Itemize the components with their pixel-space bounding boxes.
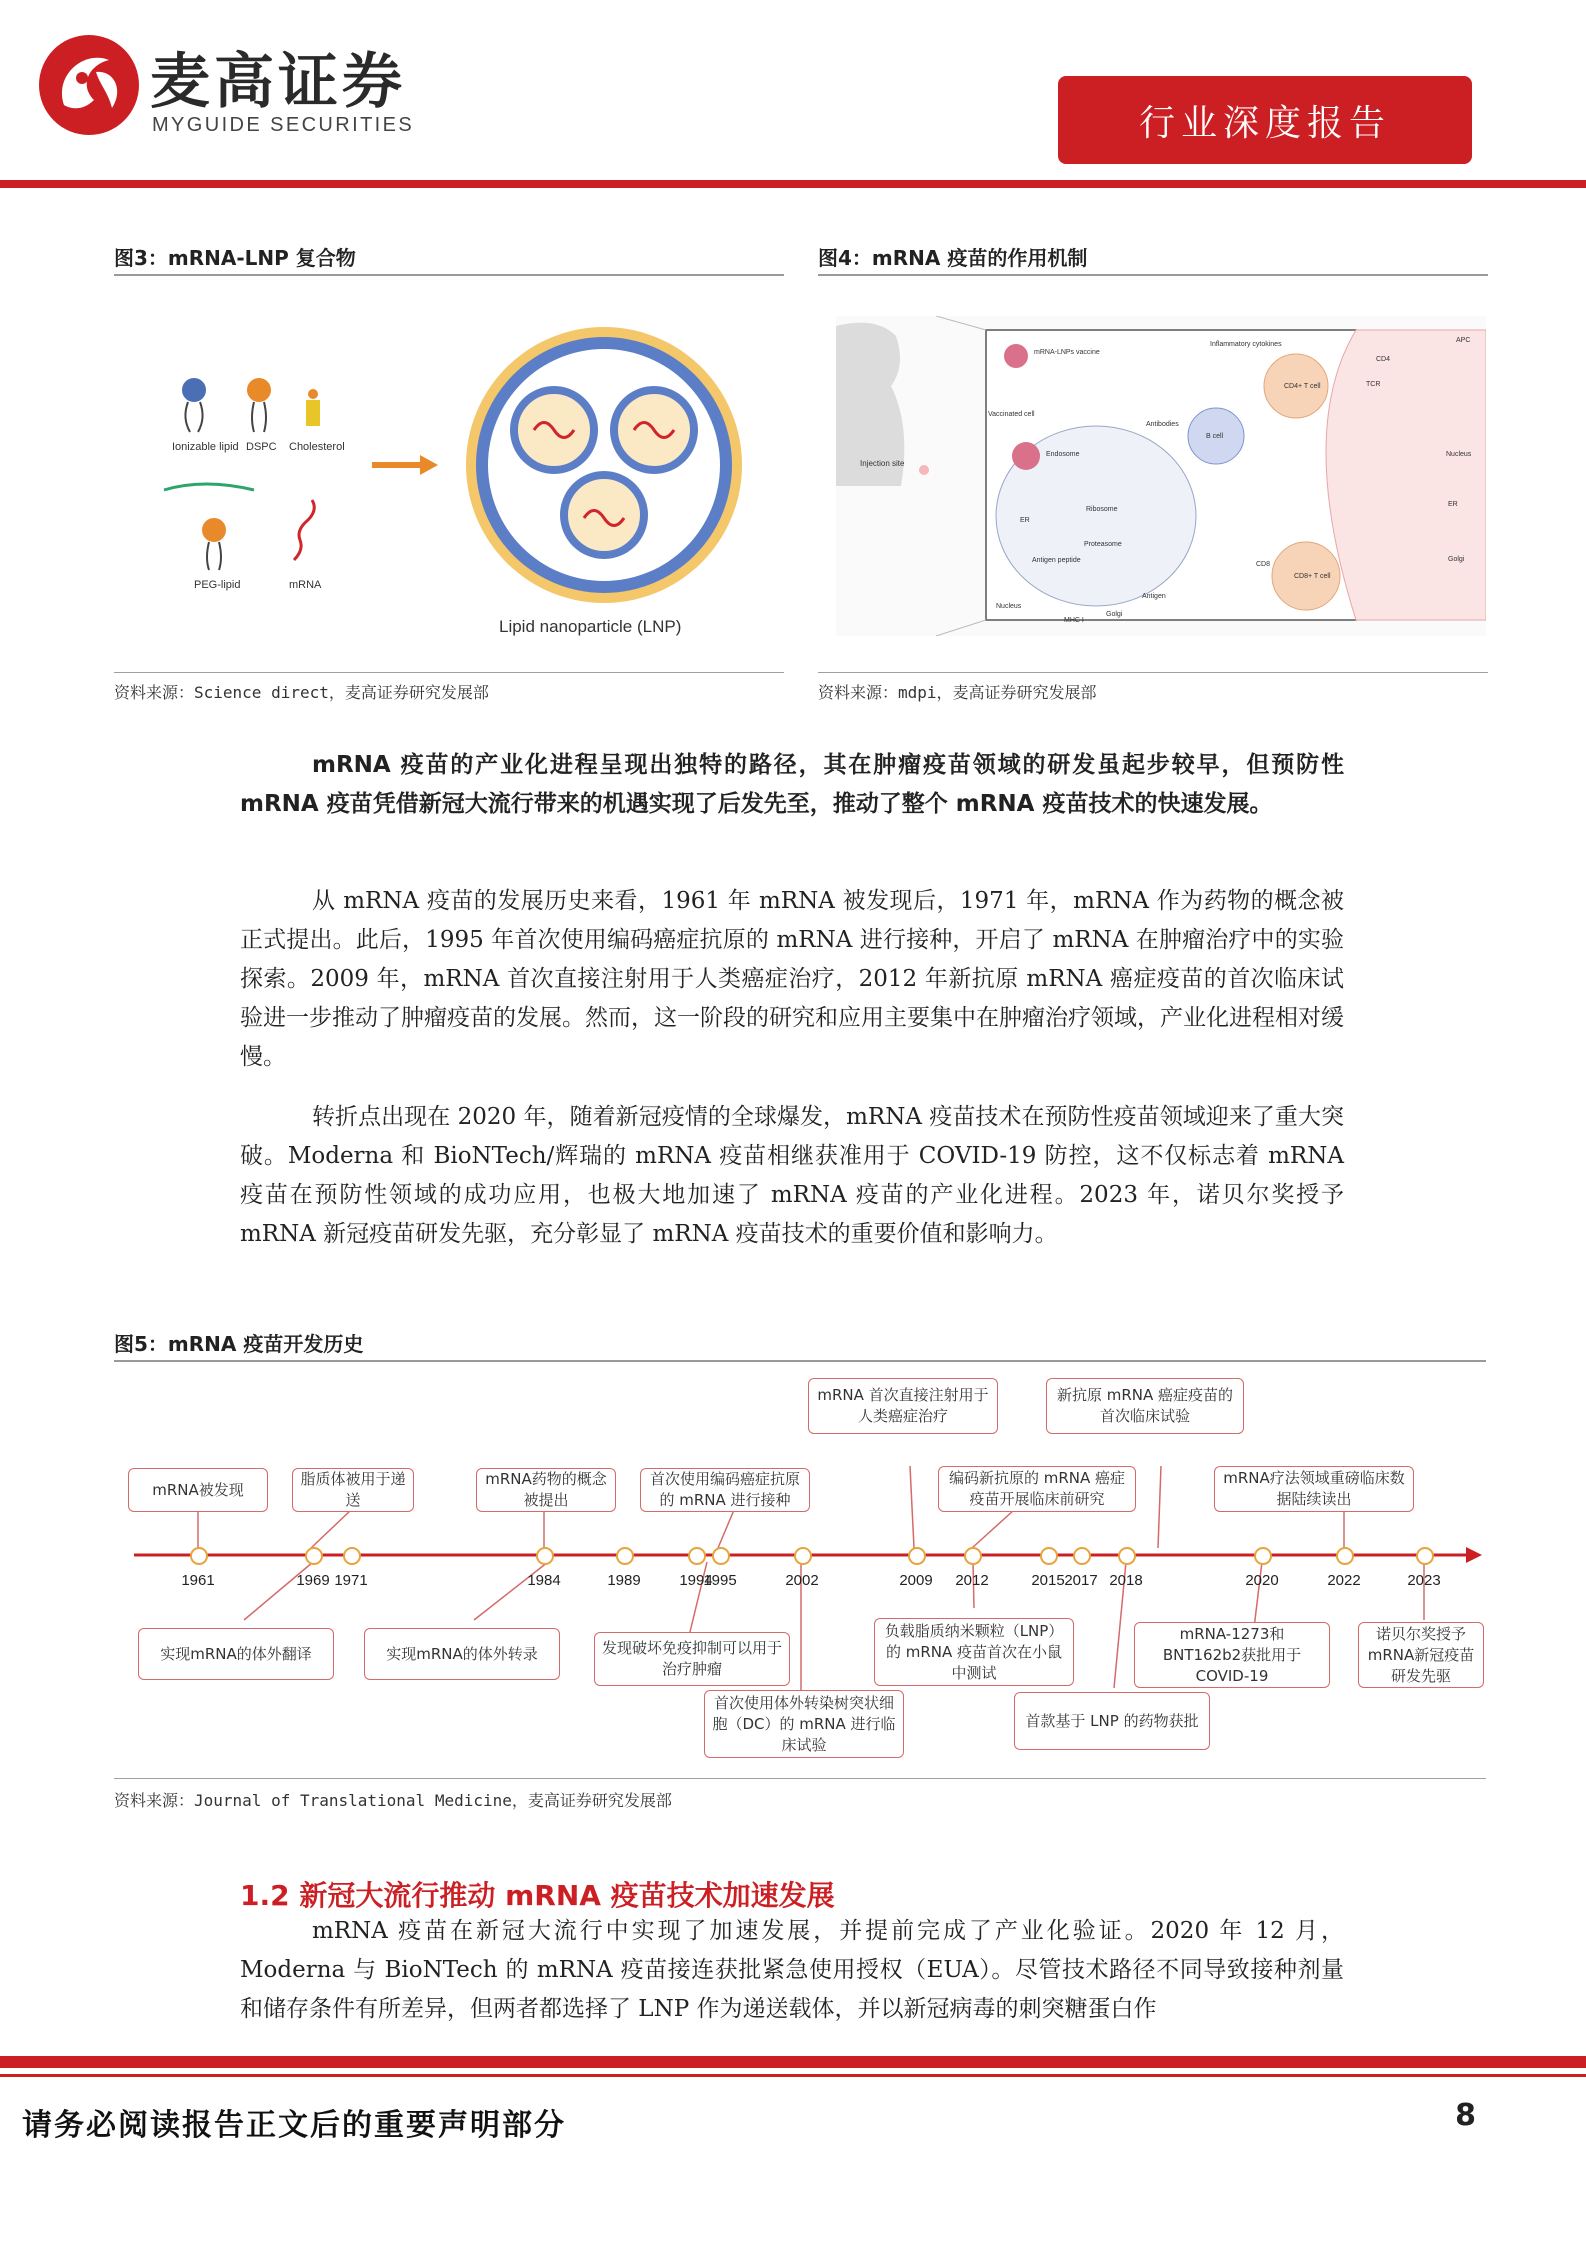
- figure-5-title: 图5：mRNA 疫苗开发历史: [114, 1332, 364, 1356]
- svg-text:B cell: B cell: [1206, 433, 1224, 440]
- event-2018: 新抗原 mRNA 癌症疫苗的首次临床试验: [1046, 1378, 1244, 1434]
- timeline-dot-2020: [1254, 1547, 1272, 1565]
- svg-text:CD4+ T cell: CD4+ T cell: [1284, 383, 1321, 390]
- footer-divider: [0, 2056, 1586, 2068]
- svg-text:CD4: CD4: [1376, 356, 1391, 363]
- event-1969: 脂质体被用于递送: [292, 1468, 414, 1512]
- timeline-dot-2002: [794, 1547, 812, 1565]
- figure-3-image: [114, 290, 784, 660]
- header-divider: [0, 180, 1586, 188]
- svg-text:MHC I: MHC I: [1064, 617, 1084, 624]
- svg-text:Antigen: Antigen: [1142, 593, 1166, 600]
- event-2012-lnp: 负载脂质纳米颗粒（LNP）的 mRNA 疫苗首次在小鼠中测试: [874, 1618, 1074, 1686]
- svg-text:Antigen peptide: Antigen peptide: [1032, 557, 1081, 564]
- event-1995: 首次使用编码癌症抗原的 mRNA 进行接种: [640, 1468, 810, 1512]
- event-1989-immune: 发现破坏免疫抑制可以用于治疗肿瘤: [594, 1632, 790, 1686]
- report-type-badge: 行业深度报告: [1058, 76, 1472, 164]
- svg-text:Nucleus: Nucleus: [996, 603, 1022, 610]
- event-1961: mRNA被发现: [128, 1468, 268, 1512]
- timeline: [114, 1370, 1486, 1770]
- timeline-year-1995: 1995: [703, 1572, 737, 1589]
- timeline-year-2015: 2015: [1031, 1572, 1065, 1589]
- timeline-dot-2022: [1336, 1547, 1354, 1565]
- timeline-year-1989: 1989: [607, 1572, 641, 1589]
- svg-text:mRNA-LNPs vaccine: mRNA-LNPs vaccine: [1034, 349, 1100, 356]
- svg-text:Injection site: Injection site: [860, 459, 905, 468]
- timeline-year-1994: 1994: [679, 1572, 713, 1589]
- svg-text:Ribosome: Ribosome: [1086, 506, 1118, 513]
- figure-3-top-rule: [114, 274, 784, 276]
- event-2015: 编码新抗原的 mRNA 癌症疫苗开展临床前研究: [938, 1466, 1136, 1512]
- svg-text:Lipid nanoparticle (LNP): Lipid nanoparticle (LNP): [499, 617, 682, 636]
- event-2020-covid: mRNA-1273和BNT162b2获批用于COVID-19: [1134, 1622, 1330, 1688]
- event-2018-lnp-drug: 首款基于 LNP 的药物获批: [1014, 1692, 1210, 1750]
- event-2020-data: mRNA疗法领域重磅临床数据陆续读出: [1214, 1466, 1414, 1512]
- timeline-year-2002: 2002: [785, 1572, 819, 1589]
- timeline-year-2022: 2022: [1327, 1572, 1361, 1589]
- figure-3-source: 资料来源：Science direct，麦高证券研究发展部: [114, 683, 489, 702]
- fig3-label-ionizable: Ionizable lipid: [172, 441, 239, 453]
- timeline-dot-1969: [305, 1547, 323, 1565]
- figure-4-title: 图4：mRNA 疫苗的作用机制: [818, 246, 1088, 270]
- section-title: 1.2 新冠大流行推动 mRNA 疫苗技术加速发展: [240, 1879, 835, 1912]
- summary-paragraph: mRNA 疫苗的产业化进程呈现出独特的路径，其在肿瘤疫苗领域的研发虽起步较早，但预防性 mRNA 疫苗凭借新冠大流行带来的机遇实现了后发先至，推动了整个 mRNA 疫苗技术的快速发展。: [240, 752, 1344, 817]
- body-paragraph-2: 转折点出现在 2020 年，随着新冠疫情的全球爆发，mRNA 疫苗技术在预防性疫苗领域迎来了重大突破。Moderna 和 BioNTech/辉瑞的 mRNA 疫苗相继获准用于 COVID-19 防控，这不仅标志着 mRNA 疫苗在预防性领域的成功应用，也极大地加速了 mRNA 疫苗的产业化进程。2023 年，诺贝尔奖授予 mRNA 新冠疫苗研发先驱，充分彰显了 mRNA 疫苗技术的重要价值和影响力。: [240, 1104, 1344, 1247]
- svg-text:ER: ER: [1448, 501, 1458, 508]
- figure-4-image: [836, 316, 1486, 636]
- timeline-dot-1995: [712, 1547, 730, 1565]
- timeline-dot-1984: [536, 1547, 554, 1565]
- svg-text:TCR: TCR: [1366, 381, 1381, 388]
- logo-english-name: MYGUIDE SECURITIES: [152, 114, 415, 136]
- svg-text:Antibodies: Antibodies: [1146, 421, 1179, 428]
- figure-5-bottom-rule: [114, 1778, 1486, 1779]
- timeline-year-2017: 2017: [1064, 1572, 1098, 1589]
- footer-disclaimer: 请务必阅读报告正文后的重要声明部分: [22, 2108, 566, 2143]
- timeline-year-2009: 2009: [899, 1572, 933, 1589]
- timeline-dot-1989: [616, 1547, 634, 1565]
- svg-text:CD8: CD8: [1256, 561, 1271, 568]
- figure-5-source: 资料来源：Journal of Translational Medicine，麦高证券研究发展部: [114, 1791, 672, 1810]
- figure-3-title: 图3：mRNA-LNP 复合物: [114, 246, 356, 270]
- svg-text:APC: APC: [1456, 337, 1471, 344]
- footer-divider-thin: [0, 2074, 1586, 2077]
- timeline-dot-2015: [1040, 1547, 1058, 1565]
- event-2009: mRNA 首次直接注射用于人类癌症治疗: [808, 1378, 998, 1434]
- event-1984-transcription: 实现mRNA的体外转录: [364, 1628, 560, 1680]
- logo-mark: [34, 30, 144, 140]
- body-paragraph-1: 从 mRNA 疫苗的发展历史来看，1961 年 mRNA 被发现后，1971 年，mRNA 作为药物的概念被正式提出。此后，1995 年首次使用编码癌症抗原的 mRNA 进行接种，开启了 mRNA 在肿瘤治疗中的实验探索。2009 年，mRNA 首次直接注射用于人类癌症治疗，2012 年新抗原 mRNA 癌症疫苗的首次临床试验进一步推动了肿瘤疫苗的发展。然而，这一阶段的研究和应用主要集中在肿瘤治疗领域，产业化进程相对缓慢。: [240, 888, 1344, 1070]
- svg-text:PEG-lipid: PEG-lipid: [194, 579, 241, 591]
- figure-4-top-rule: [818, 274, 1488, 276]
- svg-text:Golgi: Golgi: [1106, 611, 1123, 618]
- body-paragraph-3: mRNA 疫苗在新冠大流行中实现了加速发展，并提前完成了产业化验证。2020 年 12 月，Moderna 与 BioNTech 的 mRNA 疫苗接连获批紧急使用授权（EUA）。尽管技术路径不同导致接种剂量和储存条件有所差异，但两者都选择了 LNP 作为递送载体，并以新冠病毒的刺突糖蛋白作: [240, 1918, 1344, 2022]
- timeline-dot-2012: [964, 1547, 982, 1565]
- timeline-year-1971: 1971: [334, 1572, 368, 1589]
- svg-text:ER: ER: [1020, 517, 1030, 524]
- timeline-year-2020: 2020: [1245, 1572, 1279, 1589]
- svg-text:Inflammatory cytokines: Inflammatory cytokines: [1210, 341, 1282, 348]
- timeline-year-2023: 2023: [1407, 1572, 1441, 1589]
- figure-3-bottom-rule: [114, 672, 784, 673]
- timeline-dot-2023: [1416, 1547, 1434, 1565]
- timeline-dot-2017: [1073, 1547, 1091, 1565]
- svg-text:Proteasome: Proteasome: [1084, 541, 1122, 548]
- event-1969-translation: 实现mRNA的体外翻译: [138, 1628, 334, 1680]
- timeline-year-2018: 2018: [1109, 1572, 1143, 1589]
- svg-text:DSPC: DSPC: [246, 441, 277, 453]
- timeline-year-1969: 1969: [296, 1572, 330, 1589]
- timeline-year-2012: 2012: [955, 1572, 989, 1589]
- figure-4-bottom-rule: [818, 672, 1488, 673]
- svg-text:CD8+ T cell: CD8+ T cell: [1294, 573, 1331, 580]
- timeline-dot-2009: [908, 1547, 926, 1565]
- svg-text:Golgi: Golgi: [1448, 556, 1465, 563]
- svg-text:Vaccinated cell: Vaccinated cell: [988, 411, 1035, 418]
- timeline-dot-1961: [190, 1547, 208, 1565]
- timeline-dot-1971: [343, 1547, 361, 1565]
- figure-5-top-rule: [114, 1360, 1486, 1362]
- event-2002-dc: 首次使用体外转染树突状细胞（DC）的 mRNA 进行临床试验: [704, 1690, 904, 1758]
- timeline-dot-1994: [688, 1547, 706, 1565]
- logo-chinese-name: 麦高证券: [150, 47, 406, 117]
- timeline-year-1984: 1984: [527, 1572, 561, 1589]
- timeline-dot-2018: [1118, 1547, 1136, 1565]
- svg-text:mRNA: mRNA: [289, 579, 322, 591]
- svg-text:Endosome: Endosome: [1046, 451, 1080, 458]
- event-2023-nobel: 诺贝尔奖授予mRNA新冠疫苗研发先驱: [1358, 1622, 1484, 1688]
- figure-4-source: 资料来源：mdpi，麦高证券研究发展部: [818, 683, 1097, 702]
- timeline-year-1961: 1961: [181, 1572, 215, 1589]
- event-1971: mRNA药物的概念被提出: [476, 1468, 616, 1512]
- svg-text:Cholesterol: Cholesterol: [289, 441, 345, 453]
- page-number: 8: [1455, 2098, 1476, 2133]
- svg-text:Nucleus: Nucleus: [1446, 451, 1472, 458]
